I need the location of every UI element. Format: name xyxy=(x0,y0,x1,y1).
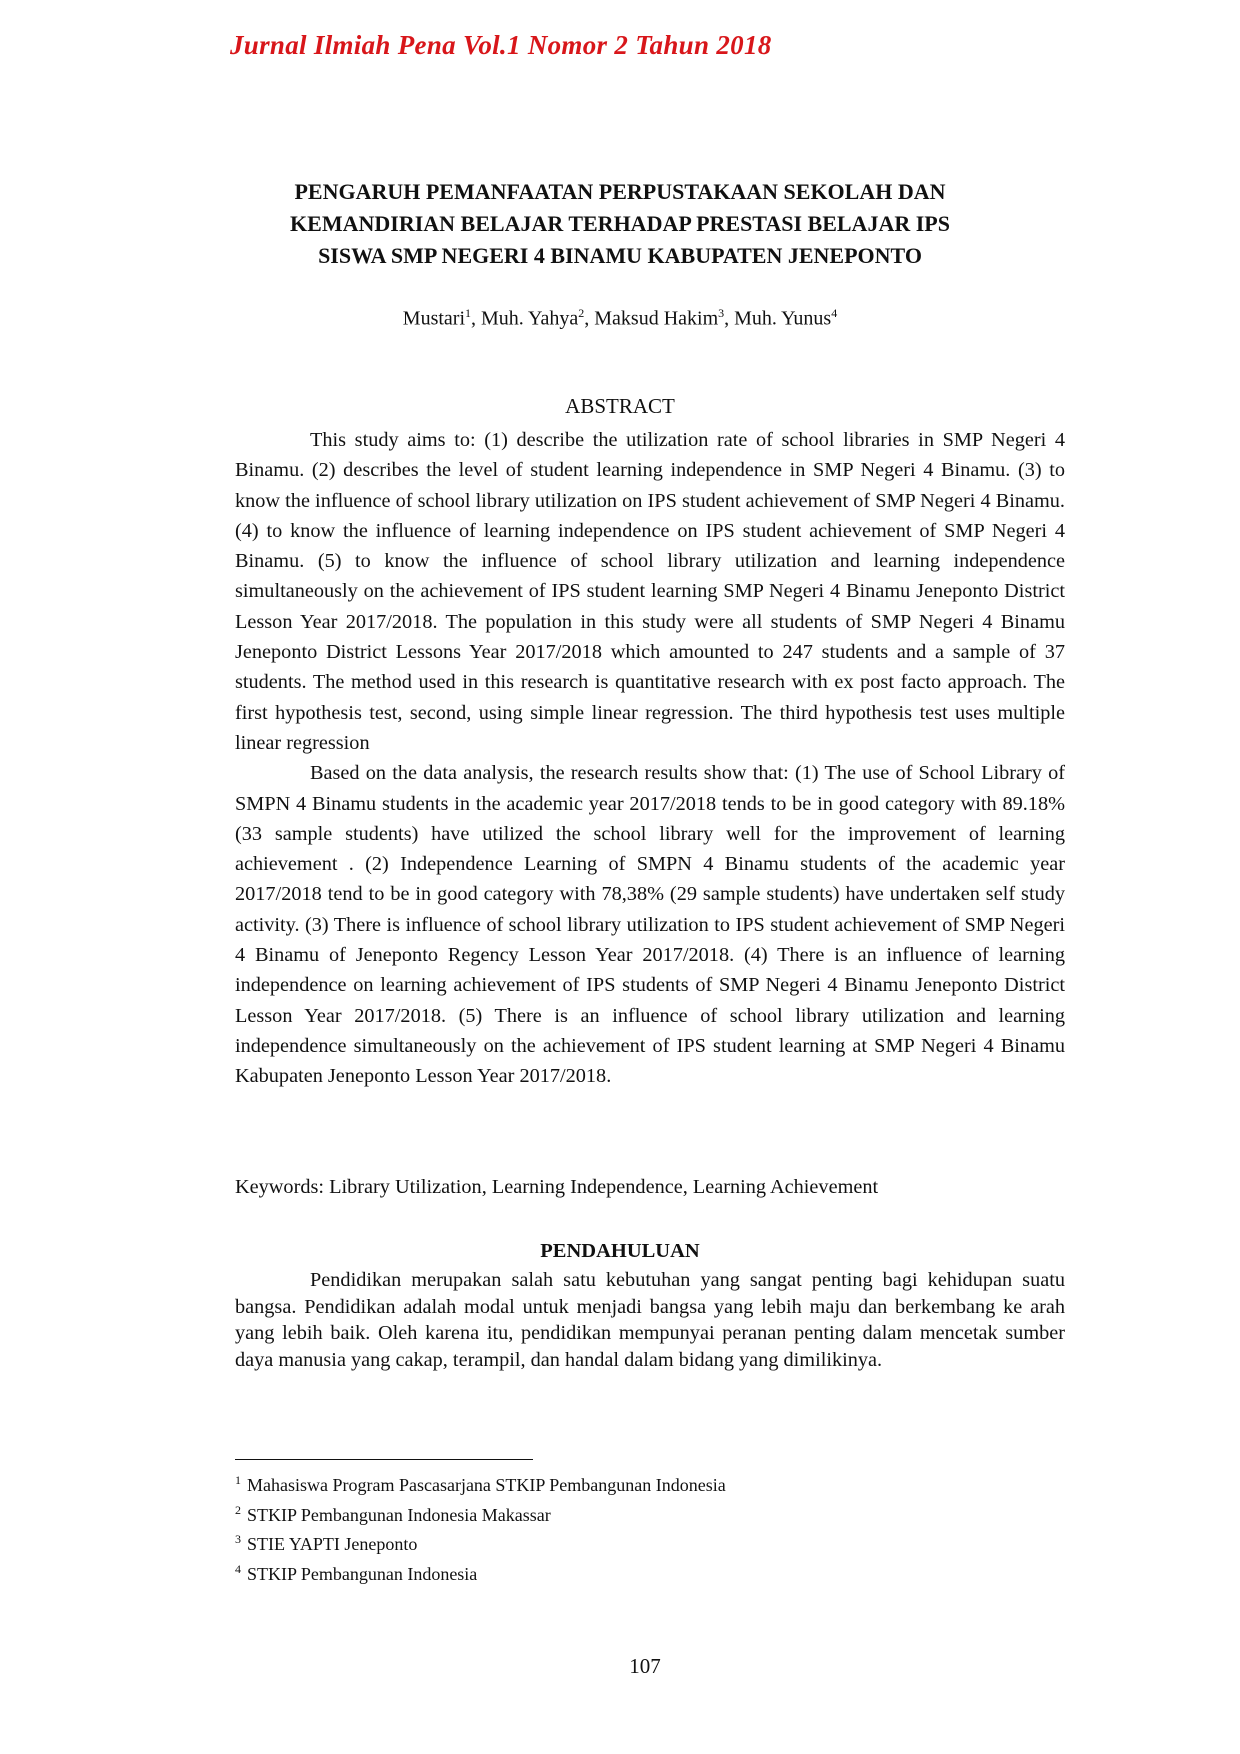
author-name: Muh. Yahya xyxy=(481,307,579,330)
footnotes xyxy=(235,1468,1065,1586)
title-line: SISWA SMP NEGERI 4 BINAMU KABUPATEN JENEPONTO xyxy=(318,243,922,268)
author-name: Maksud Hakim xyxy=(594,307,719,330)
footnote-text: Mahasiswa Program Pascasarjana STKIP Pembangunan Indonesia xyxy=(247,1475,726,1495)
author-affiliation-mark: 1 xyxy=(465,306,471,320)
author-separator: , xyxy=(584,307,595,330)
page-number: 107 xyxy=(629,1654,661,1678)
author-separator: , xyxy=(471,307,481,330)
intro-paragraph: Pendidikan merupakan salah satu kebutuhan yang sangat penting bagi kehidupan suatu bangsa. Pendidikan adalah modal untuk menjadi bangsa yang lebih maju dan berkembang ke arah yang lebih baik. Oleh karena itu, pendidikan mempunyai peranan penting dalam mencetak sumber daya manusia yang cakap, terampil, dan handal dalam bidang yang dimilikinya. xyxy=(235,1269,1065,1371)
abstract-paragraph: This study aims to: (1) describe the utilization rate of school libraries in SMP Negeri 4 Binamu. (2) describes the level of student learning independence in SMP Negeri 4 Binamu. (3) to know the influence of school library utilization on IPS student achievement of SMP Negeri 4 Binamu. (4) to know the influence of learning independence on IPS student achievement of SMP Negeri 4 Binamu. (5) to know the influence of school library utilization and learning independence simultaneously on the achievement of IPS student learning SMP Negeri 4 Binamu Jeneponto District Lesson Year 2017/2018. The population in this study were all students of SMP Negeri 4 Binamu Jeneponto District Lessons Year 2017/2018 which amounted to 247 students and a sample of 37 students. The method used in this research is quantitative research with ex post facto approach. The first hypothesis test, second, using simple linear regression. The third hypothesis test uses multiple linear regression xyxy=(235,429,1065,754)
keywords: Keywords: Library Utilization, Learning Independence, Learning Achievement xyxy=(235,1176,879,1198)
section-heading: PENDAHULUAN xyxy=(540,1240,700,1262)
intro-body xyxy=(235,1267,1065,1373)
paper-title xyxy=(200,176,1040,272)
abstract-heading: ABSTRACT xyxy=(565,394,675,418)
footnote-text: STIE YAPTI Jeneponto xyxy=(247,1534,418,1554)
author-separator: , xyxy=(724,307,735,330)
footnote-separator xyxy=(235,1459,533,1460)
author-affiliation-mark: 4 xyxy=(831,306,838,320)
footnote-text: STKIP Pembangunan Indonesia Makassar xyxy=(247,1504,551,1525)
title-line: PENGARUH PEMANFAATAN PERPUSTAKAAN SEKOLAH DAN xyxy=(294,179,946,204)
footnote-number: 4 xyxy=(235,1561,241,1576)
abstract-body xyxy=(235,425,1065,1092)
footnote xyxy=(235,1557,1065,1587)
footnote xyxy=(235,1527,1065,1557)
footnote-number: 1 xyxy=(235,1473,241,1487)
footnote xyxy=(235,1468,1065,1498)
abstract-paragraph: Based on the data analysis, the research results show that: (1) The use of School Library of SMPN 4 Binamu students in the academic year 2017/2018 tends to be in good category with 89.18% (33 sample students) have utilized the school library well for the improvement of learning achievement . (2) Independence Learning of SMPN 4 Binamu students of the academic year 2017/2018 tend to be in good category with 78,38% (29 sample students) have undertaken self study activity. (3) There is influence of school library utilization to IPS student achievement of SMP Negeri 4 Binamu of Jeneponto Regency Lesson Year 2017/2018. (4) There is an influence of learning independence on learning achievement of IPS students of SMP Negeri 4 Binamu Jeneponto District Lesson Year 2017/2018. (5) There is an influence of school library utilization and learning independence simultaneously on the achievement of IPS student learning at SMP Negeri 4 Binamu Kabupaten Jeneponto Lesson Year 2017/2018. xyxy=(235,762,1065,1088)
footnote-number: 2 xyxy=(235,1502,241,1517)
author-name: Muh. Yunus xyxy=(734,307,832,330)
author-name: Mustari xyxy=(402,307,465,330)
title-line: KEMANDIRIAN BELAJAR TERHADAP PRESTASI BELAJAR IPS xyxy=(290,211,950,236)
footnote xyxy=(235,1498,1065,1528)
author-affiliation-mark: 3 xyxy=(718,306,725,320)
footnote-number: 3 xyxy=(235,1532,241,1546)
author-list xyxy=(200,306,1040,331)
footnote-text: STKIP Pembangunan Indonesia xyxy=(247,1563,478,1584)
author-affiliation-mark: 2 xyxy=(578,306,585,320)
journal-header: Jurnal Ilmiah Pena Vol.1 Nomor 2 Tahun 2018 xyxy=(230,30,772,60)
